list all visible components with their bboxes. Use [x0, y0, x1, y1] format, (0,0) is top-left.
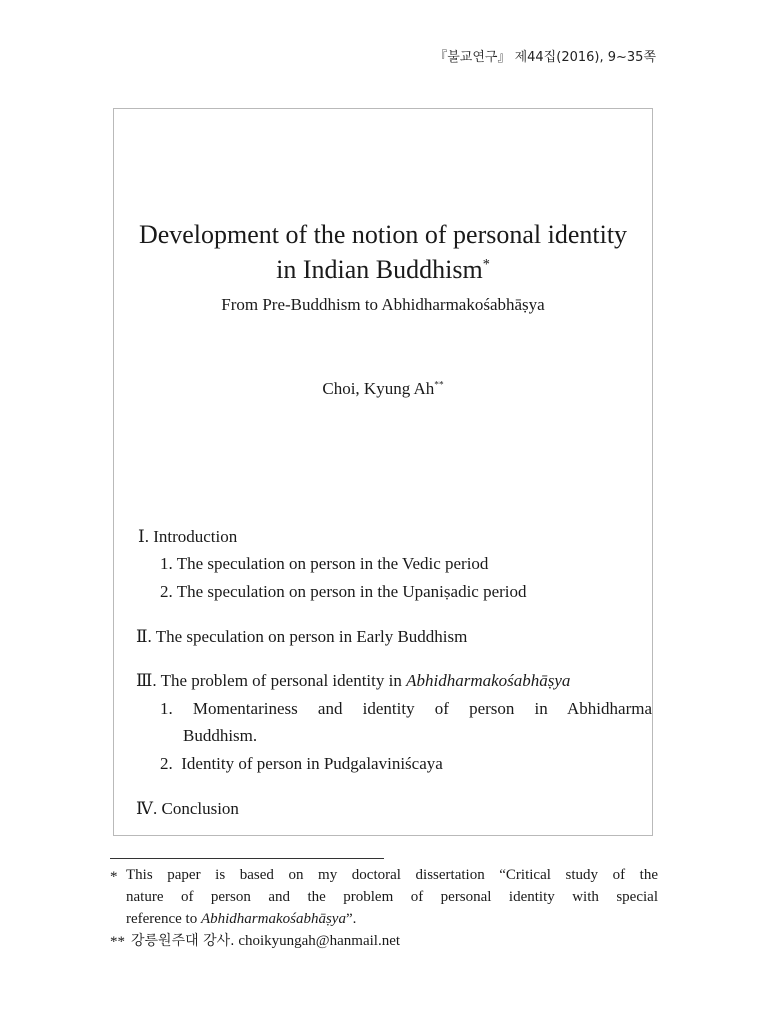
toc-section-4: Ⅳ. Conclusion	[136, 799, 239, 818]
footnote-1-line3-suffix: ”.	[345, 911, 357, 927]
footnote-1-line1: This paper is based on my doctoral dissertation “Critical study of the	[126, 867, 658, 883]
running-head: 『불교연구』 제44집(2016), 9~35쪽	[434, 50, 656, 65]
paper-title-line1: Development of the notion of personal identity	[138, 220, 628, 249]
toc-section-3-1-line2: Buddhism.	[183, 726, 258, 745]
toc-section-1-2: 2. The speculation on person in the Upaniṣadic period	[160, 582, 527, 601]
title-footnote-mark: *	[482, 256, 490, 273]
paper-subtitle: From Pre-Buddhism to Abhidharmakośabhāṣya	[221, 295, 545, 314]
footnote-2-korean: 강릉원주대 강사.	[131, 933, 235, 949]
paper-title-line2-text: in Indian Buddhism	[276, 255, 483, 284]
footnote-1-line2: nature of person and the problem of personal identity with special	[126, 889, 658, 905]
paper-title-line2	[114, 257, 652, 283]
footnote-1-line3-prefix: reference to	[126, 911, 201, 927]
footnote-2-email: choikyungah@hanmail.net	[238, 933, 401, 949]
author-name: Choi, Kyung Ah	[322, 379, 435, 398]
toc-section-3-1-line1: 1. Momentariness and identity of person in Abhidharma	[160, 699, 652, 718]
footnote-1-mark: *	[110, 869, 118, 885]
toc-section-2: Ⅱ. The speculation on person in Early Buddhism	[136, 627, 468, 646]
author	[114, 379, 652, 399]
footnote-1-line3-italic: Abhidharmakośabhāṣya	[200, 911, 346, 927]
toc-section-3-text: Ⅲ. The problem of personal identity in	[136, 671, 407, 690]
footnote-2-text	[131, 934, 400, 949]
footnote-rule	[110, 858, 384, 859]
footnote-2-mark: **	[110, 934, 125, 950]
toc-section-3	[136, 672, 570, 689]
toc-section-1-1: 1. The speculation on person in the Vedic period	[160, 554, 489, 573]
title-frame	[113, 108, 653, 836]
author-footnote-mark: **	[434, 380, 444, 391]
toc-section-3-italic: Abhidharmakośabhāṣya	[406, 671, 571, 690]
toc-section-3-2: 2. Identity of person in Pudgalaviniścaya	[160, 754, 443, 773]
toc-section-1: Ⅰ. Introduction	[138, 527, 238, 546]
footnote-1-line3	[126, 912, 356, 927]
